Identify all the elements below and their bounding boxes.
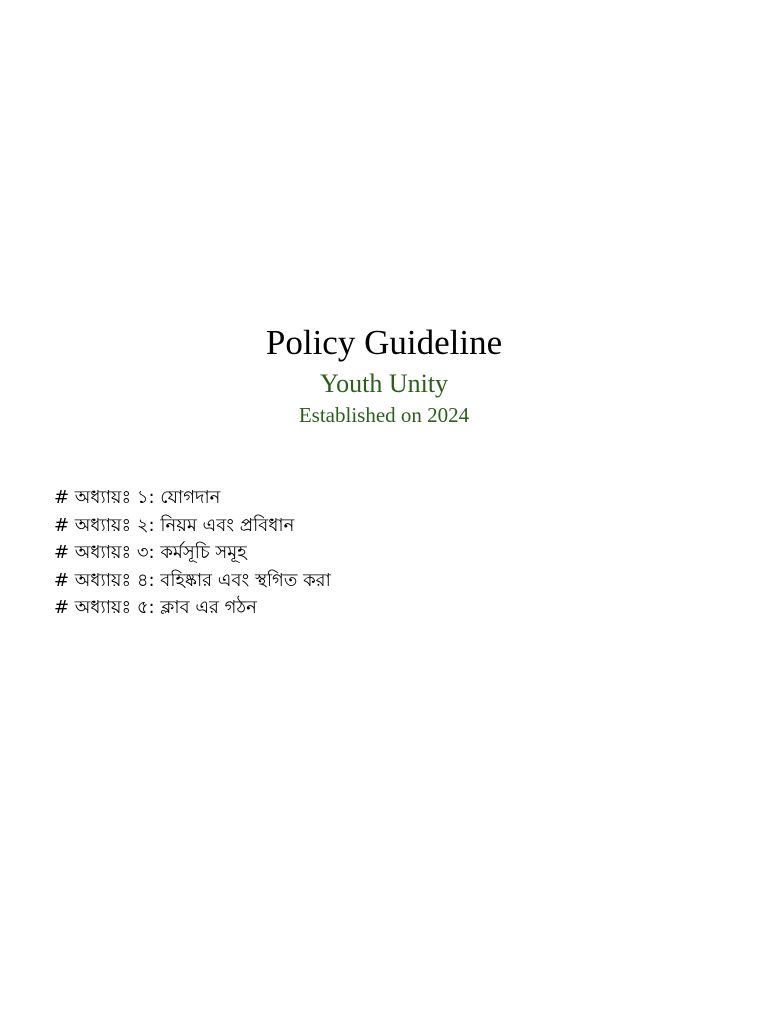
established-line: Established on 2024: [298, 403, 470, 427]
table-of-contents: [54, 484, 331, 622]
toc-item-chapter-5: # অধ্যায়ঃ ৫: ক্লাব এর গঠন: [54, 597, 257, 618]
title-block: [0, 322, 768, 428]
document-title: Policy Guideline: [265, 323, 503, 362]
organization-name: Youth Unity: [319, 369, 449, 398]
toc-item-chapter-1: # অধ্যায়ঃ ১: যোগদান: [54, 487, 221, 508]
toc-item-chapter-4: # অধ্যায়ঃ ৪: বহিষ্কার এবং স্থগিত করা: [54, 569, 331, 591]
toc-item-chapter-2: # অধ্যায়ঃ ২: নিয়ম এবং প্রবিধান: [54, 514, 295, 536]
toc-item-chapter-3: # অধ্যায়ঃ ৩: কর্মসূচি সমূহ: [54, 542, 247, 563]
